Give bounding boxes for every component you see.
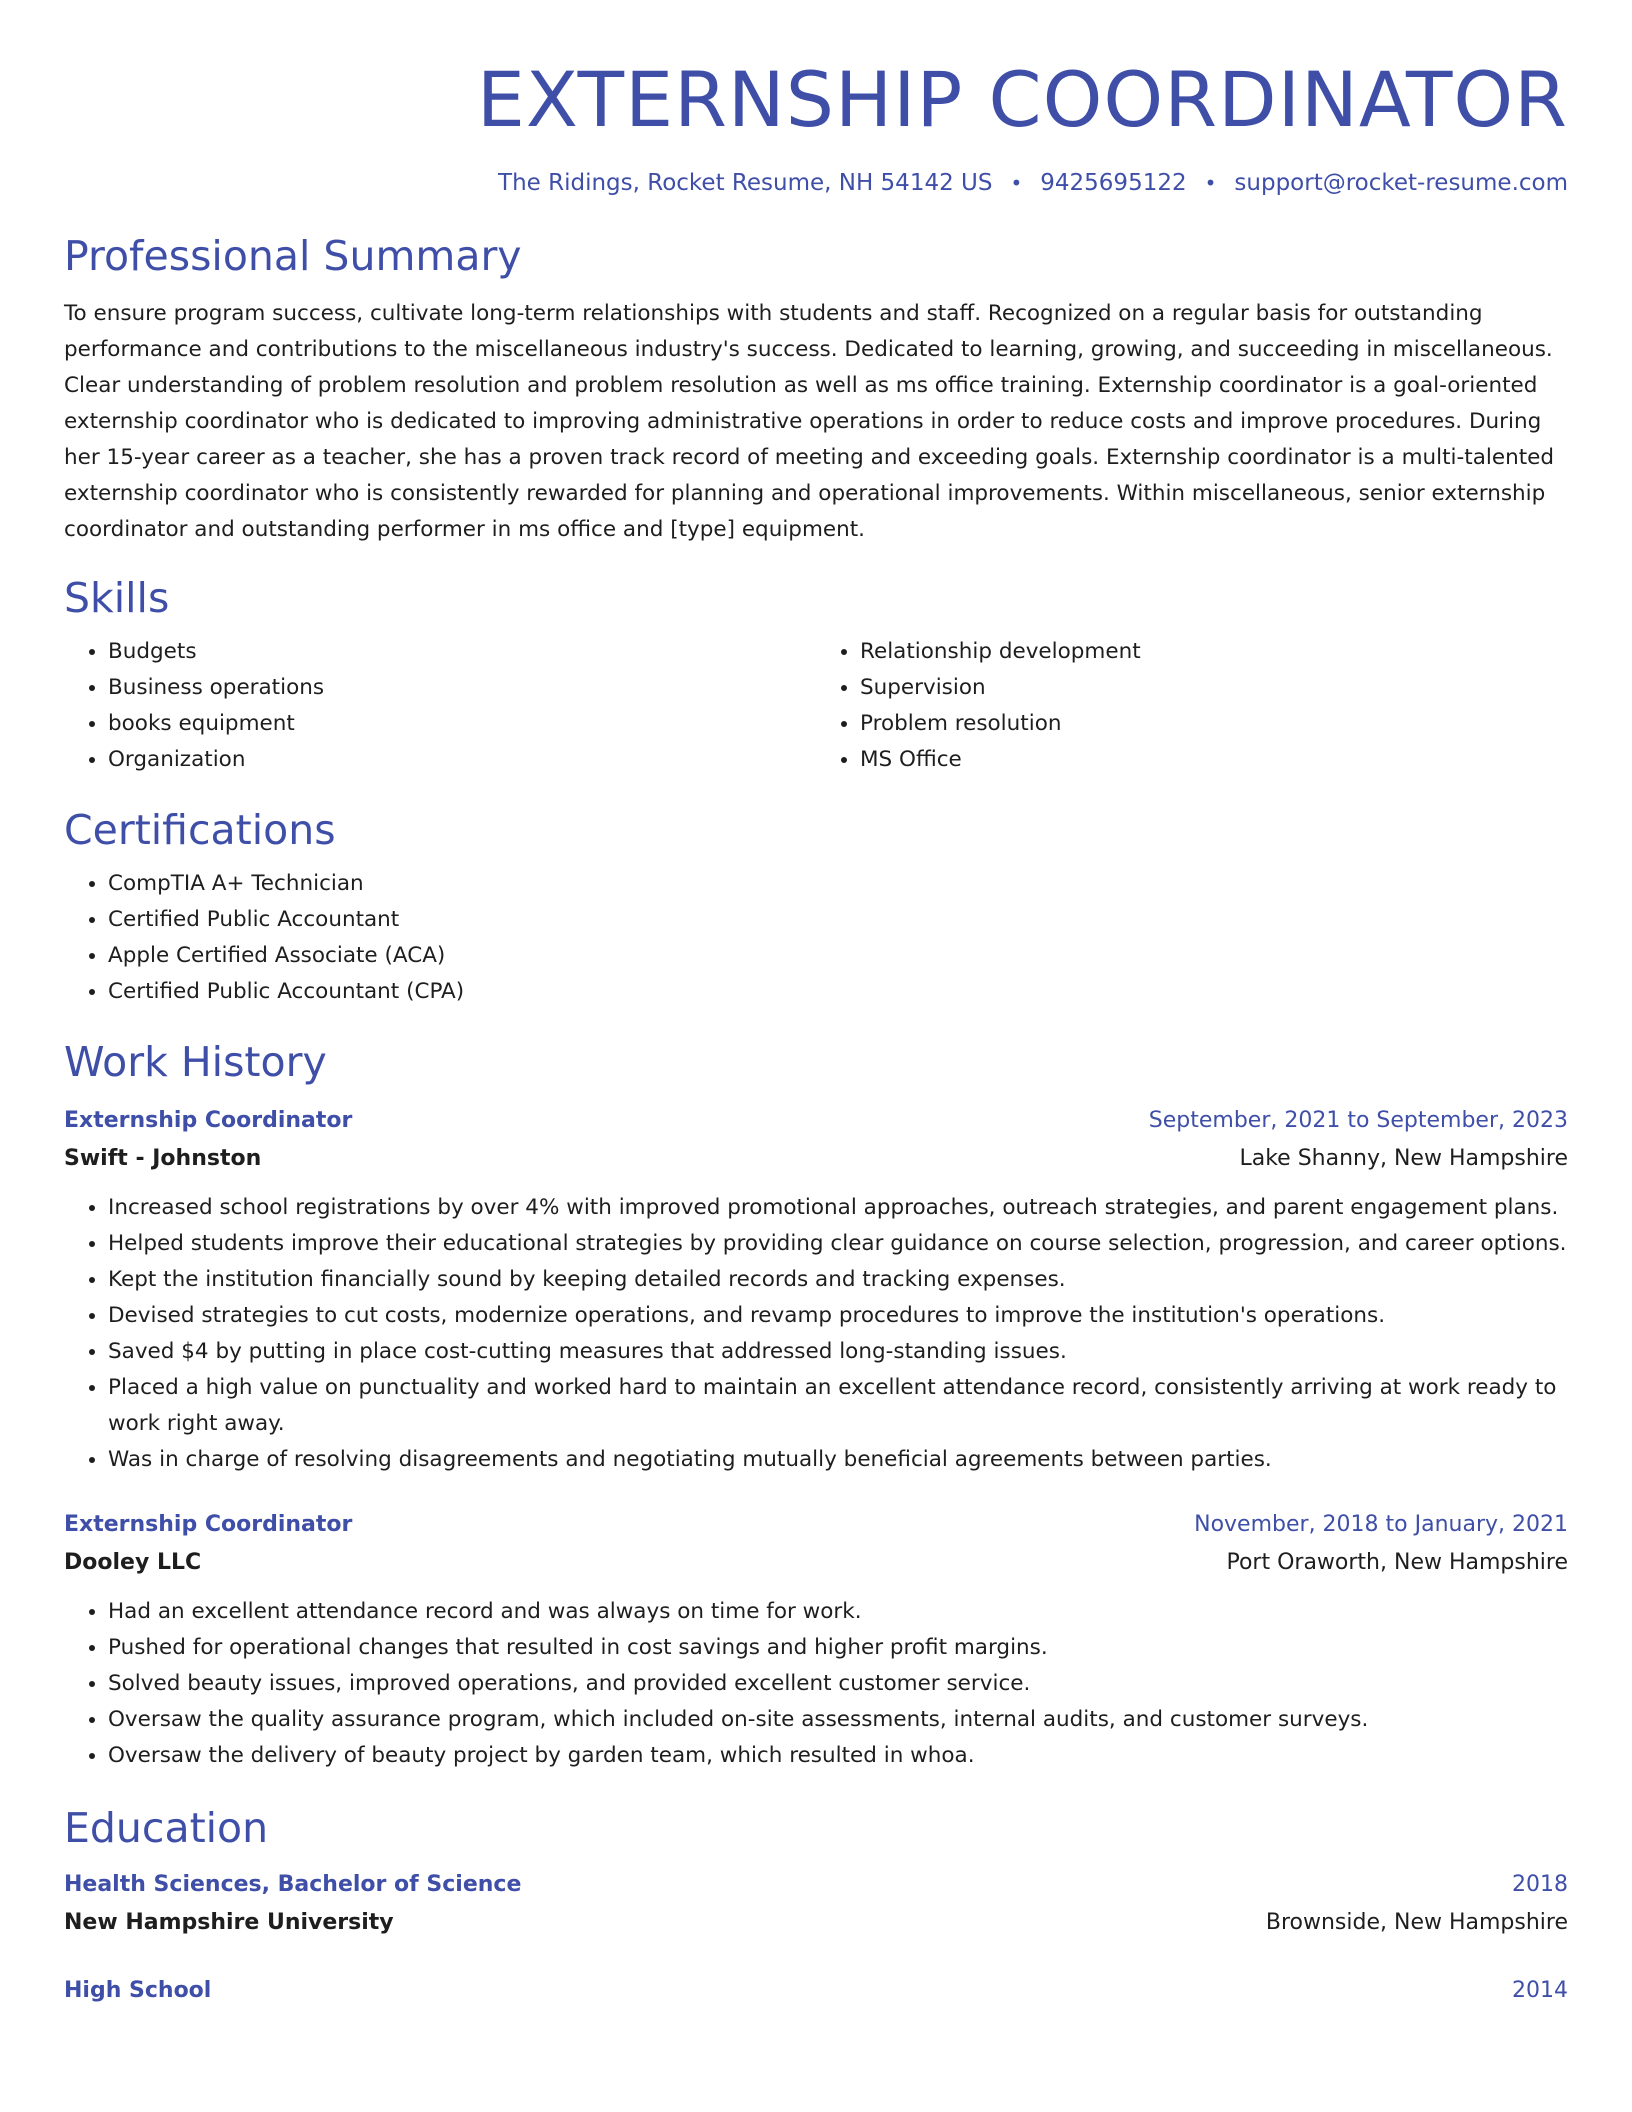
skill-item: • MS Office xyxy=(860,742,1568,778)
section-heading-summary: Professional Summary xyxy=(64,232,522,280)
graduation-year: 2014 xyxy=(1512,1978,1568,2003)
degree: High School xyxy=(64,1978,212,2003)
education-header xyxy=(64,1972,1568,2010)
skill-item: • Relationship development xyxy=(860,634,1568,670)
job-entry xyxy=(64,1102,1568,1478)
job-subheader xyxy=(64,1544,1568,1582)
job-bullet: • Oversaw the quality assurance program, which included on-site assessments, internal audits, and customer surveys. xyxy=(108,1702,1568,1738)
job-bullet: • Solved beauty issues, improved operations, and provided excellent customer service. xyxy=(108,1666,1568,1702)
job-title: Externship Coordinator xyxy=(64,1512,353,1537)
phone: 9425695122 xyxy=(1040,170,1187,196)
degree: Health Sciences, Bachelor of Science xyxy=(64,1872,522,1897)
skills-section xyxy=(64,572,1568,778)
section-heading-education: Education xyxy=(64,1804,269,1852)
certification-item: • Certified Public Accountant (CPA) xyxy=(108,974,1568,1010)
job-header xyxy=(64,1506,1568,1544)
contact-line xyxy=(64,170,1568,196)
job-bullet: • Pushed for operational changes that resulted in cost savings and higher profit margins. xyxy=(108,1630,1568,1666)
job-location: Port Oraworth, New Hampshire xyxy=(1226,1550,1568,1575)
summary-text: To ensure program success, cultivate long-term relationships with students and staff. Recognized on a regular basis for outstanding performance and contributions to the miscellaneous industry's success. Dedicated to learning, growing, and succeeding in miscellaneous. Clear understanding of problem resolution and problem resolution as well as ms office training. Externship coordinator is a goal-oriented externship coordinator who is dedicated to improving administrative operations in order to reduce costs and improve procedures. During her 15-year career as a teacher, she has a proven track record of meeting and exceeding goals. Externship coordinator is a multi-talented externship coordinator who is consistently rewarded for planning and operational improvements. Within miscellaneous, senior externship coordinator and outstanding performer in ms office and [type] equipment. xyxy=(64,301,1555,542)
job-subheader xyxy=(64,1140,1568,1178)
job-bullet: • Helped students improve their educational strategies by providing clear guidance on course selection, progression, and career options. xyxy=(108,1226,1568,1262)
skill-item: • Business operations xyxy=(108,670,816,706)
candidate-name: EXTERNSHIP COORDINATOR xyxy=(476,55,1568,144)
school-name: New Hampshire University xyxy=(64,1910,394,1935)
school-location: Brownside, New Hampshire xyxy=(1265,1910,1568,1935)
job-bullets xyxy=(64,1594,1568,1774)
graduation-year: 2018 xyxy=(1512,1872,1568,1897)
job-company: Swift - Johnston xyxy=(64,1146,262,1171)
separator: • xyxy=(1010,171,1023,195)
education-section xyxy=(64,1802,1568,2010)
job-bullet: • Kept the institution financially sound by keeping detailed records and tracking expenses. xyxy=(108,1262,1568,1298)
job-dates: September, 2021 to September, 2023 xyxy=(1148,1108,1568,1133)
job-company: Dooley LLC xyxy=(64,1550,202,1575)
skills-columns xyxy=(64,634,1568,778)
certification-item: • Certified Public Accountant xyxy=(108,902,1568,938)
job-bullet: • Increased school registrations by over 4% with improved promotional approaches, outreach strategies, and parent engagement plans. xyxy=(108,1190,1568,1226)
job-bullet: • Devised strategies to cut costs, modernize operations, and revamp procedures to improve the institution's operations. xyxy=(108,1298,1568,1334)
skills-list-left xyxy=(64,634,816,778)
skill-item: • Organization xyxy=(108,742,816,778)
separator: • xyxy=(1204,171,1217,195)
certifications-list xyxy=(64,866,1568,1010)
skill-item: • Supervision xyxy=(860,670,1568,706)
certification-item: • CompTIA A+ Technician xyxy=(108,866,1568,902)
job-bullet: • Placed a high value on punctuality and worked hard to maintain an excellent attendance record, consistently arriving at work ready to work right away. xyxy=(108,1370,1568,1442)
work-history-section xyxy=(64,1036,1568,1774)
skills-list-right xyxy=(816,634,1568,778)
job-location: Lake Shanny, New Hampshire xyxy=(1239,1146,1568,1171)
education-entry xyxy=(64,1972,1568,2010)
summary-section xyxy=(64,230,1568,548)
skill-item: • Budgets xyxy=(108,634,816,670)
education-header xyxy=(64,1866,1568,1904)
job-bullet: • Saved $4 by putting in place cost-cutting measures that addressed long-standing issues. xyxy=(108,1334,1568,1370)
certifications-section xyxy=(64,804,1568,1010)
address: The Ridings, Rocket Resume, NH 54142 US xyxy=(498,170,993,196)
job-bullets xyxy=(64,1190,1568,1478)
job-entry xyxy=(64,1506,1568,1774)
section-heading-work-history: Work History xyxy=(64,1038,327,1086)
section-heading-skills: Skills xyxy=(64,574,170,622)
skill-item: • books equipment xyxy=(108,706,816,742)
job-title: Externship Coordinator xyxy=(64,1108,353,1133)
certification-item: • Apple Certified Associate (ACA) xyxy=(108,938,1568,974)
job-bullet: • Had an excellent attendance record and was always on time for work. xyxy=(108,1594,1568,1630)
education-entry xyxy=(64,1866,1568,1942)
email-link[interactable]: support@rocket-resume.com xyxy=(1234,170,1568,196)
education-subheader xyxy=(64,1904,1568,1942)
section-heading-certifications: Certifications xyxy=(64,806,336,854)
job-header xyxy=(64,1102,1568,1140)
skill-item: • Problem resolution xyxy=(860,706,1568,742)
job-bullet: • Was in charge of resolving disagreements and negotiating mutually beneficial agreements between parties. xyxy=(108,1442,1568,1478)
job-bullet: • Oversaw the delivery of beauty project by garden team, which resulted in whoa. xyxy=(108,1738,1568,1774)
job-dates: November, 2018 to January, 2021 xyxy=(1194,1512,1568,1537)
